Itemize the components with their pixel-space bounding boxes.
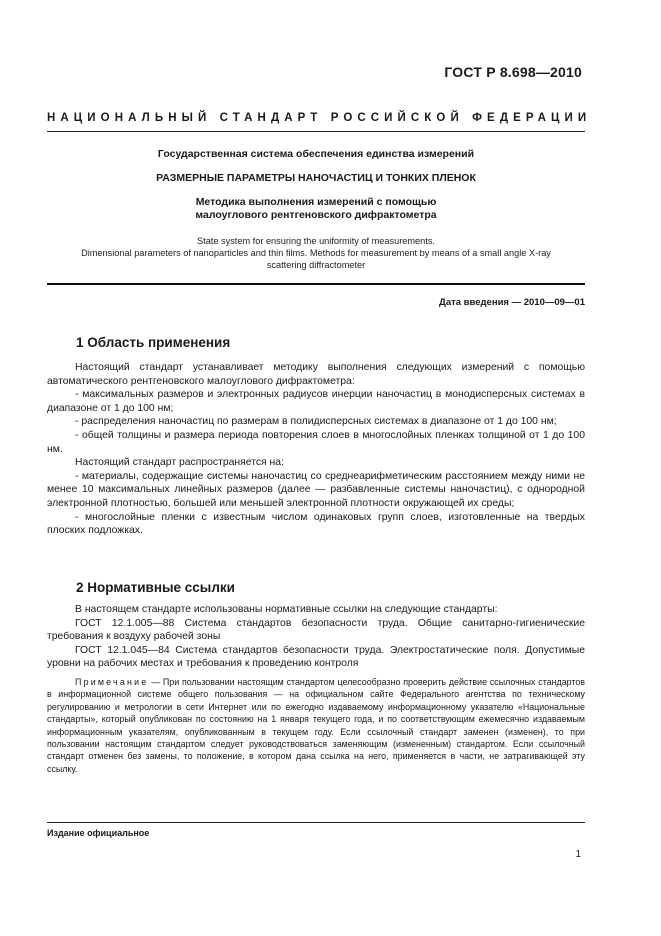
section-2-body [47,603,585,671]
section-1-body [47,361,585,538]
note-body: — При пользовании настоящим стандартом целесообразно проверить действие ссылочных стандартов в информационной системе общего пользования — на официальном сайте Федерального агентства по техническому регулированию и метрологии в сети Интернет или по ежегодно издаваемому информационному указателю «Национальные стандарты», который опубликован по состоянию на 1 января текущего года, и по соответствующим ежемесячно издаваемым информационным указателям, опубликованным в текущем году. Если ссылочный стандарт заменен (изменен), то при пользовании настоящим стандартом следует руководствоваться заменяющим (измененным) стандартом. Если ссылочный стандарт отменен без замены, то положение, в котором дана ссылка на него, применяется в части, не затрагивающей эту ссылку. [47,677,586,774]
note-text [47,676,585,775]
list-item: - материалы, содержащие системы наночастиц со среднеарифметическим расстоянием между ними не менее 10 максимальных линейных размеров (далее — разбавленные системы наночастиц), с однородной электронной плотностью, большей или меньшей электронной плотности окружающей их среды; [47,470,585,509]
system-title: Государственная система обеспечения единства измерений [157,148,475,160]
note-label: Примечание [75,677,149,687]
list-item: - максимальных размеров и электронных радиусов инерции наночастиц в монодисперсных системах в диапазоне от 1 до 100 нм; [47,389,585,414]
subtitle-line-2: малоуглового рентгеновского дифрактометра [195,209,437,221]
english-title-line-3: scattering diffractometer [266,260,366,270]
paragraph: Настоящий стандарт распространяется на: [75,457,284,469]
section-1-heading: 1 Область применения [76,335,231,350]
main-title: РАЗМЕРНЫЕ ПАРАМЕТРЫ НАНОЧАСТИЦ И ТОНКИХ ПЛЕНОК [156,172,476,184]
reference-item: ГОСТ 12.1.005—88 Система стандартов безопасности труда. Общие санитарно-гигиенические требования к воздуху рабочей зоны [47,617,585,643]
header-divider [47,131,585,132]
document-number: ГОСТ Р 8.698—2010 [444,64,582,80]
list-item: - общей толщины и размера периода повторения слоев в многослойных пленках толщиной от 1 до 100 нм. [47,429,585,455]
paragraph: В настоящем стандарте использованы нормативные ссылки на следующие стандарты: [75,604,498,615]
subtitle [47,196,585,222]
page-number: 1 [575,849,581,860]
reference-item: ГОСТ 12.1.045—84 Система стандартов безопасности труда. Электростатические поля. Допустимые уровни на рабочих местах и требования к проведению контроля [47,644,585,670]
national-standard-banner: НАЦИОНАЛЬНЫЙ СТАНДАРТ РОССИЙСКОЙ ФЕДЕРАЦИИ [47,112,592,124]
title-divider [47,283,585,285]
list-item: - многослойные пленки с известным числом одинаковых групп слоев, изготовленные на твердых плоских подложках. [47,511,585,537]
note-block [47,676,585,775]
english-title [47,235,585,271]
footer-divider [47,822,585,823]
official-edition-label: Издание официальное [47,828,150,838]
section-2-heading: 2 Нормативные ссылки [76,580,235,595]
date-of-introduction: Дата введения — 2010—09—01 [439,297,585,308]
paragraph: Настоящий стандарт устанавливает методику выполнения следующих измерений с помощью автоматического рентгеновского малоуглового дифрактометра: [47,362,585,387]
subtitle-line-1: Методика выполнения измерений с помощью [195,196,437,208]
list-item: - распределения наночастиц по размерам в полидисперсных системах в диапазоне от 1 до 100 нм; [75,416,557,428]
english-title-line-1: State system for ensuring the uniformity of measurements. [197,236,435,246]
english-title-line-2: Dimensional parameters of nanoparticles and thin films. Methods for measurement by means of a small angle X-ray [81,248,551,258]
